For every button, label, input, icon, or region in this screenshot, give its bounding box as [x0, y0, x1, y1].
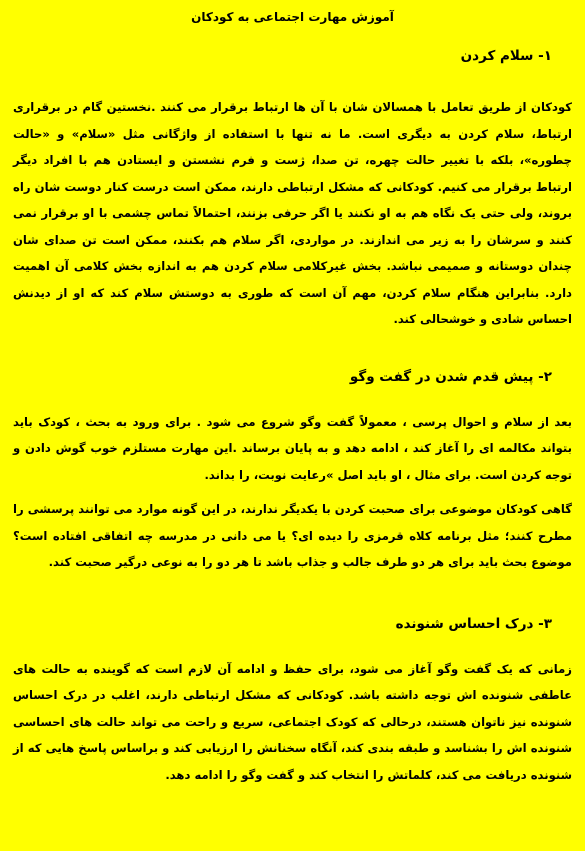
section-paragraph: کودکان از طریق تعامل با همسالان شان با آن ها ارتباط برقرار می کنند .نخستین گام در برقراری ارتباط، سلام کردن به دیگری است. ما نه تنها با استفاده از واژگانی مثل «سلام» و «حالت چطوره»، بلکه با تغییر حالت چهره، تن صدا، ژست و فرم نشستن و ایستادن هم با افراد دیگر ارتباط برقرار می کنیم. کودکانی که مشکل ارتباطی دارند، ممکن است درست کنار دوست شان راه بروند، ولی حتی یک نگاه هم به او نکنند یا اگر حرفی بزنند، احتمالاً تماس چشمی با او برقرار نمی کنند و سرشان را به زیر می اندازند. در مواردی، اگر سلام هم بکنند، ممکن است تن صدای شان چندان دوستانه و صمیمی نباشد. بخش غیرکلامی سلام کردن هم به اندازه بخش کلامی آن اهمیت دارد. بنابراین هنگام سلام کردن، مهم آن است که طوری به دوستش سلام کند که او از دیدنش احساس شادی و خوشحالی کند.: [13, 100, 572, 326]
section-heading-greeting: ۱- سلام کردن: [460, 48, 552, 64]
document-title: آموزش مهارت اجتماعی به کودکان: [191, 10, 394, 24]
section-heading-initiating-conversation: ۲- پیش قدم شدن در گفت وگو: [349, 368, 552, 385]
section-spacer: [13, 576, 572, 614]
section-paragraph: گاهی کودکان موضوعی برای صحبت کردن با یکدیگر ندارند، در این گونه موارد می توانند پرسشی را مطرح کنند؛ مثل برنامه کلاه قرمزی را دیده ای؟ یا می دانی در مدرسه چه اتفاقی افتاده است؟ موضوع بحث باید برای هر دو طرف جالب و جذاب باشد تا هر دو را به نوعی درگیر صحبت کند.: [13, 502, 572, 569]
paragraph-spacer: [13, 488, 572, 496]
section-spacer: [13, 333, 572, 367]
section-paragraph: زمانی که یک گفت وگو آغاز می شود، برای حفظ و ادامه آن لازم است که گوینده به حالت های عاطفی شنونده اش توجه داشته باشد. کودکانی که مشکل ارتباطی دارند، اغلب در درک احساس شنونده نیز ناتوان هستند، درحالی که کودک اجتماعی، سریع و راحت می تواند حالت های احساسی شنونده اش را بشناسد و طبقه بندی کند، آنگاه سخنانش را ارزیابی کند و براساس پاسخ هایی که از شنونده دریافت می کند، کلماتش را انتخاب کند و گفت وگو را ادامه دهد.: [13, 661, 572, 782]
section-paragraph: بعد از سلام و احوال پرسی ، معمولاً گفت وگو شروع می شود . برای ورود به بحث ، کودک باید بتواند مکالمه ای را آغاز کند ، ادامه دهد و به پایان برساند .این مهارت مستلزم خوب گوش دادن و توجه کردن است. برای مثال ، او باید اصل »رعایت نوبت، را بداند.: [13, 414, 572, 482]
section-heading-listener-feelings: ۳- درک احساس شنونده: [395, 615, 552, 632]
